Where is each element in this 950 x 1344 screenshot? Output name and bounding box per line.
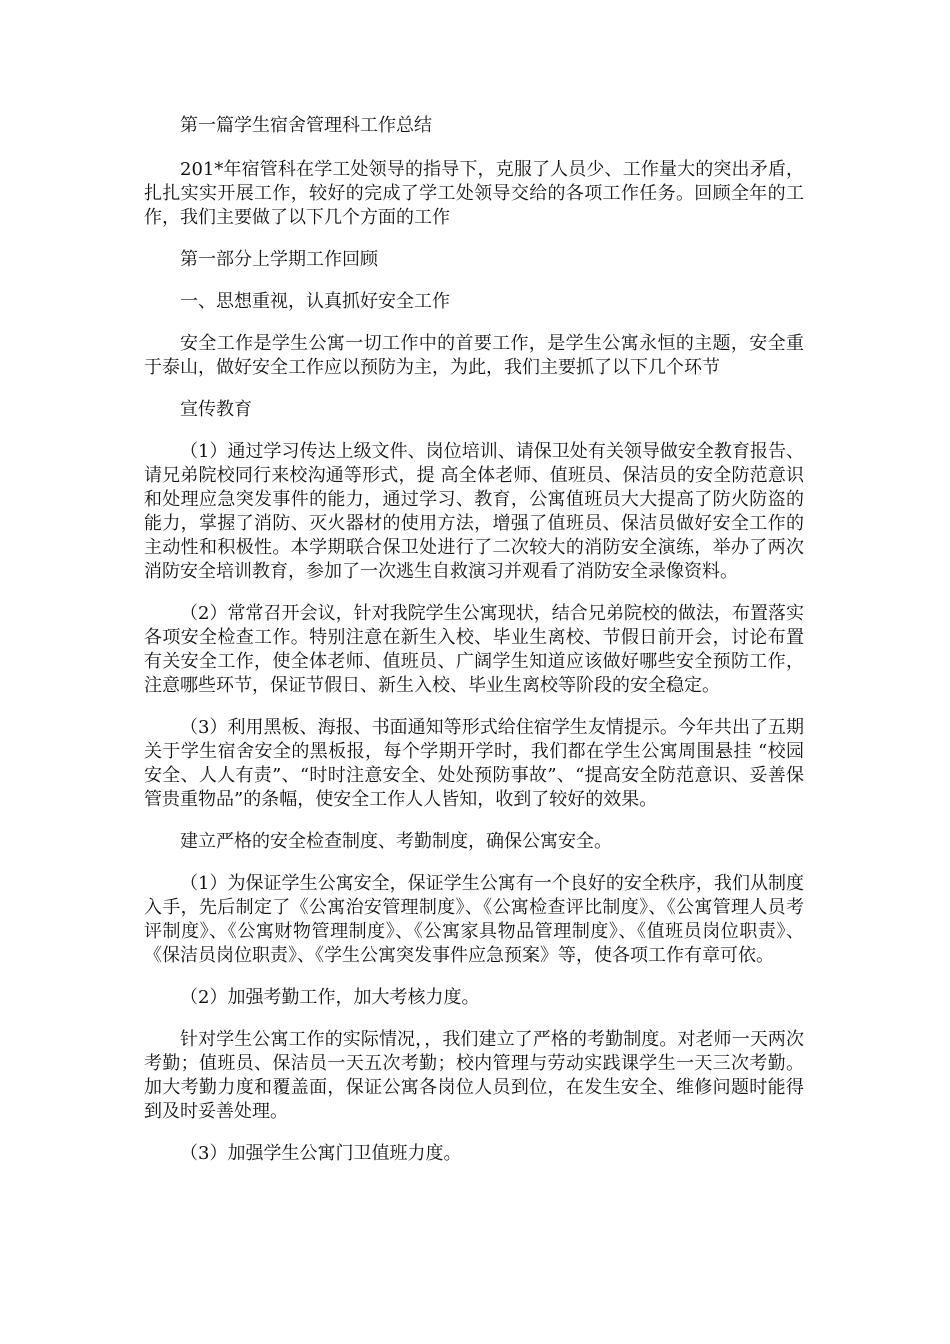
section-heading-safety: 一、思想重视，认真抓好安全工作 bbox=[180, 291, 450, 312]
paragraph-system-1: （1）为保证学生公寓安全，保证学生公寓有一个良好的安全秩序，我们从制度入手，先后制定了《公寓治安管理制度》、《公寓检查评比制度》、《公寓管理人员考评制度》、《公寓财物管理制度》、《公寓家具物品管理制度》、《值班员岗位职责》、《保洁员岗位职责》、《学生公寓突发事件应急预案》等，使各项工作有章可依。 bbox=[144, 873, 804, 966]
paragraph-publicity-2: （2）常常召开会议，针对我院学生公寓现状，结合兄弟院校的做法，布置落实各项安全检查工作。特别注意在新生入校、毕业生离校、节假日前开会，讨论布置有关安全工作，使全体老师、值班员、广阔学生知道应该做好哪些安全预防工作，注意哪些环节，保证节假日、新生入校、毕业生离校等阶段的安全稳定。 bbox=[144, 603, 804, 696]
paragraph-safety-intro: 安全工作是学生公寓一切工作中的首要工作，是学生公寓永恒的主题，安全重于泰山，做好安全工作应以预防为主，为此，我们主要抓了以下几个环节 bbox=[144, 333, 804, 378]
document-body bbox=[144, 114, 804, 1184]
subheading-inspection-system: 建立严格的安全检查制度、考勤制度，确保公寓安全。 bbox=[180, 831, 612, 852]
subheading-publicity: 宣传教育 bbox=[180, 399, 252, 420]
paragraph-attendance: 针对学生公寓工作的实际情况，，我们建立了严格的考勤制度。对老师一天两次考勤；值班员、保洁员一天五次考勤；校内管理与劳动实践课学生一天三次考勤。加大考勤力度和覆盖面，保证公寓各岗位人员到位，在发生安全、维修问题时能得到及时妥善处理。 bbox=[144, 1029, 804, 1122]
paragraph-publicity-3: （3）利用黑板、海报、书面通知等形式给住宿学生友情提示。今年共出了五期关于学生宿舍安全的黑板报，每个学期开学时，我们都在学生公寓周围悬挂 “校园安全、人人有责”、“时时注意安全、处处预防事故”、“提高安全防范意识、妥善保管贵重物品”的条幅，使安全工作人人皆知，收到了较好的效果。 bbox=[144, 717, 804, 810]
section-heading-part-one: 第一部分上学期工作回顾 bbox=[180, 249, 378, 270]
paragraph-intro: 201*年宿管科在学工处领导的指导下，克服了人员少、工作量大的突出矛盾，扎扎实实开展工作，较好的完成了学工处领导交给的各项工作任务。回顾全年的工作，我们主要做了以下几个方面的工作 bbox=[144, 159, 804, 228]
paragraph-system-2: （2）加强考勤工作，加大考核力度。 bbox=[180, 987, 480, 1008]
paragraph-publicity-1: （1）通过学习传达上级文件、岗位培训、请保卫处有关领导做安全教育报告、请兄弟院校同行来校沟通等形式，提 高全体老师、值班员、保洁员的安全防范意识和处理应急突发事件的能力，通过学习、教育，公寓值班员大大提高了防火防盗的能力，掌握了消防、灭火器材的使用方法，增强了值班员、保洁员做好安全工作的主动性和积极性。本学期联合保卫处进行了二次较大的消防安全演练，举办了两次消防安全培训教育，参加了一次逃生自救演习并观看了消防安全录像资料。 bbox=[144, 441, 804, 582]
paragraph-system-3: （3）加强学生公寓门卫值班力度。 bbox=[180, 1143, 462, 1164]
document-title: 第一篇学生宿舍管理科工作总结 bbox=[180, 115, 432, 136]
